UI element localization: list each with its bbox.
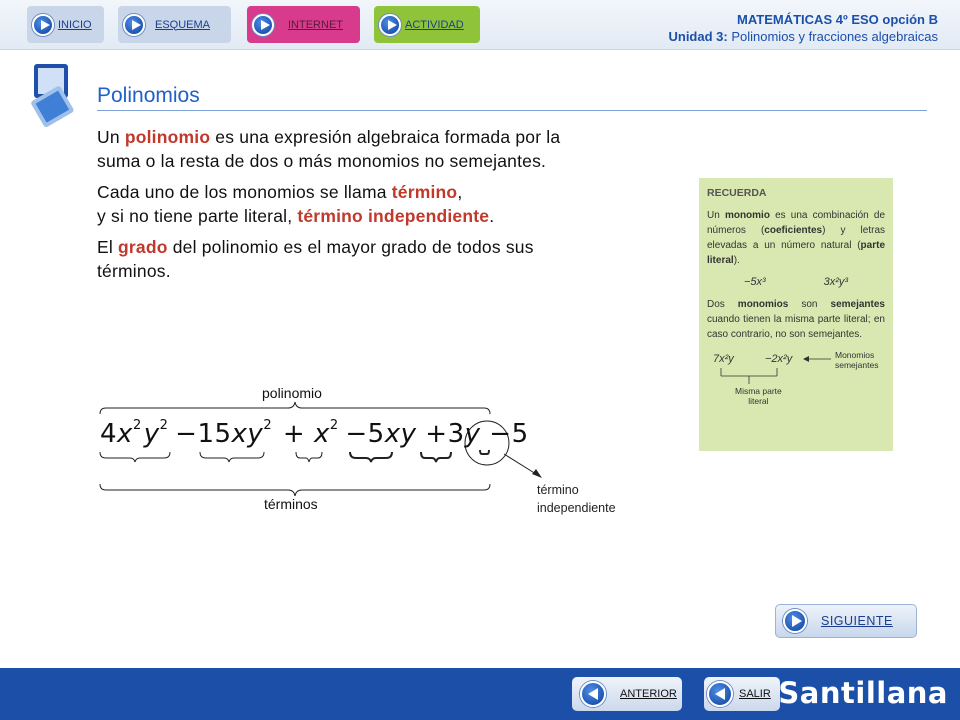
page-title: Polinomios: [97, 84, 200, 107]
play-icon: [252, 14, 274, 36]
play-icon: [379, 14, 401, 36]
course-title: MATEMÁTICAS 4º ESO opción B: [737, 12, 938, 27]
nav-actividad-button[interactable]: [374, 6, 480, 43]
recuerda-examples: −5x³ 3x²y³: [743, 276, 849, 288]
nav-esquema-button[interactable]: [118, 6, 231, 43]
back-arrow-icon: [707, 681, 733, 707]
siguiente-button[interactable]: [775, 604, 917, 638]
santillana-logo: Santillana: [778, 676, 948, 710]
nav-internet-button[interactable]: [247, 6, 360, 43]
back-arrow-icon: [580, 681, 606, 707]
play-icon: [783, 609, 807, 633]
independent-term-label: término independiente: [537, 483, 616, 515]
salir-button[interactable]: [704, 677, 780, 711]
polynomial-formula: $4x^2y^2 -15xy^2 + x^2 -5xy +3y -5$: [100, 418, 529, 449]
siguiente-label: SIGUIENTE: [821, 614, 893, 628]
formula-label-terminos: términos: [264, 496, 318, 512]
recuerda-diagram: 7x²y −2x²y Monomios semejantes Misma parte literal: [713, 350, 879, 406]
nav-actividad-label: ACTIVIDAD: [405, 18, 464, 31]
paragraph-degree: El grado del polinomio es el mayor grado de todos sus términos.: [97, 237, 534, 281]
salir-label: SALIR: [739, 688, 771, 700]
header-bar: [0, 0, 960, 50]
section-logo-icon: [28, 62, 80, 128]
nav-inicio-label: INICIO: [58, 18, 92, 31]
course-header: [668, 11, 938, 45]
play-icon: [123, 14, 145, 36]
paragraph-definition: Un polinomio es una expresión algebraica formada por la suma o la resta de dos o más monomios no semejantes.: [97, 127, 561, 171]
footer-bar: [0, 668, 960, 720]
paragraph-terms: Cada uno de los monomios se llama término, y si no tiene parte literal, término independiente.: [97, 182, 495, 226]
formula-label-polinomio: polinomio: [262, 385, 322, 401]
unit-title: Unidad 3: Polinomios y fracciones algebraicas: [668, 29, 938, 44]
play-icon: [32, 14, 54, 36]
recuerda-box: [699, 178, 893, 451]
anterior-button[interactable]: [572, 677, 682, 711]
nav-internet-label: INTERNET: [288, 18, 343, 31]
nav-inicio-button[interactable]: [27, 6, 104, 43]
recuerda-semejantes-text: Dos monomios son semejantes cuando tienen la misma parte literal; en caso contrario, no son semejantes.: [707, 299, 885, 340]
title-divider: [97, 110, 927, 111]
definition-text: [97, 126, 607, 291]
recuerda-title: RECUERDA: [707, 187, 767, 199]
nav-esquema-label: ESQUEMA: [155, 18, 211, 31]
anterior-label: ANTERIOR: [620, 688, 677, 700]
recuerda-monomio-text: Un monomio es una combinación de números (coeficientes) y letras elevadas a un número natural (parte literal).: [707, 210, 886, 266]
